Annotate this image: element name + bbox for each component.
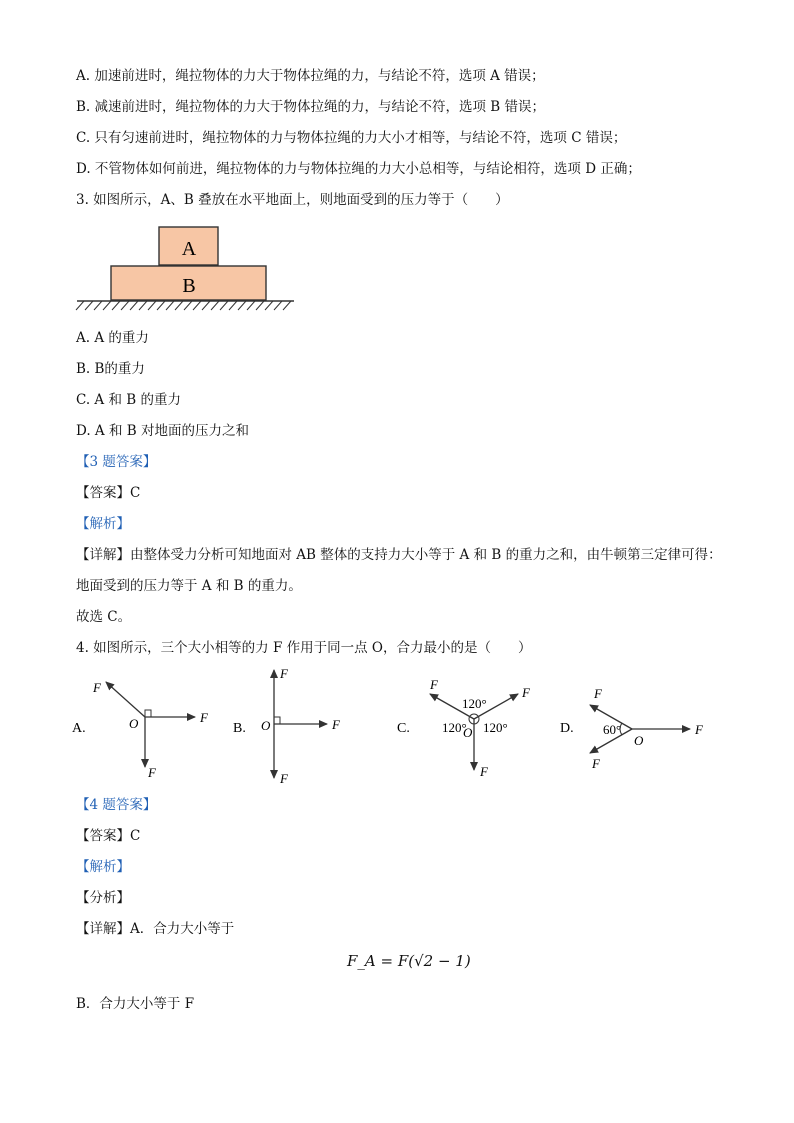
q4-figure-b-label: B.	[233, 721, 246, 736]
q3-detail-1: 【详解】由整体受力分析可知地面对 AB 整体的支持力大小等于 A 和 B 的重力之和，由牛顿第三定律可得：	[76, 547, 722, 563]
q4-figure-a	[72, 680, 209, 780]
q4-c-origin: O	[463, 725, 473, 740]
q3-option-b: B. B的重力	[76, 361, 145, 377]
q3-analysis-header: 【解析】	[76, 516, 130, 532]
q4-figures	[0, 660, 794, 790]
q4-b-force-1: F	[280, 666, 288, 681]
q4-d-force-2: F	[592, 756, 600, 771]
q2-option-a: A. 加速前进时，绳拉物体的力大于物体拉绳的力，与结论不符，选项 A 错误；	[76, 68, 545, 84]
ground	[76, 301, 294, 310]
q4-answer: 【答案】C	[76, 828, 141, 844]
q2-option-c: C. 只有匀速前进时，绳拉物体的力与物体拉绳的力大小才相等，与结论不符，选项 C 错误；	[76, 130, 627, 146]
q2-option-d: D. 不管物体如何前进，绳拉物体的力与物体拉绳的力大小总相等，与结论相符，选项 D 正确；	[76, 161, 641, 177]
q4-d-force-1: F	[594, 686, 602, 701]
q4-answer-header: 【4 题答案】	[76, 797, 157, 813]
q3-figure	[70, 222, 300, 318]
q4-analysis-sub: 【分析】	[76, 890, 130, 906]
q3-option-c: C. A 和 B 的重力	[76, 392, 181, 408]
q4-detail-a: 【详解】A．合力大小等于	[76, 921, 235, 937]
q4-c-angle-left: 120°	[442, 720, 467, 735]
q4-figure-c-label: C.	[397, 721, 410, 736]
q4-formula: F_A = F(√2 − 1)	[347, 952, 471, 970]
q4-figure-d-label: D.	[560, 721, 574, 736]
q4-detail-b: B．合力大小等于 F	[76, 996, 195, 1012]
q4-c-angle-right: 120°	[483, 720, 508, 735]
q3-option-d: D. A 和 B 对地面的压力之和	[76, 423, 249, 439]
block-b-label: B	[182, 275, 196, 297]
q3-option-a: A. A 的重力	[76, 330, 149, 346]
q3-stem: 3. 如图所示，A、B 叠放在水平地面上，则地面受到的压力等于（ ）	[76, 192, 509, 208]
q4-d-angle: 60°	[603, 722, 622, 737]
q3-answer-header: 【3 题答案】	[76, 454, 157, 470]
q4-figure-b	[233, 666, 341, 786]
q4-c-force-2: F	[522, 685, 530, 700]
q4-d-origin: O	[634, 733, 644, 748]
q4-figure-a-label: A.	[72, 721, 86, 736]
q4-b-force-2: F	[332, 717, 340, 732]
q4-a-force-3: F	[148, 765, 156, 780]
q4-a-origin: O	[129, 716, 139, 731]
q4-b-origin: O	[261, 718, 271, 733]
q4-d-force-3: F	[695, 722, 703, 737]
q4-c-angle-top: 120°	[462, 696, 487, 711]
q4-a-force-1: F	[93, 680, 101, 695]
q3-detail-2: 地面受到的压力等于 A 和 B 的重力。	[76, 578, 302, 594]
q4-a-force-2: F	[200, 710, 208, 725]
q4-c-force-1: F	[430, 677, 438, 692]
q3-answer: 【答案】C	[76, 485, 141, 501]
q2-option-b: B. 减速前进时，绳拉物体的力大于物体拉绳的力，与结论不符，选项 B 错误；	[76, 99, 546, 115]
q4-figure-c	[397, 677, 531, 779]
q4-stem: 4. 如图所示，三个大小相等的力 F 作用于同一点 O，合力最小的是（ ）	[76, 640, 532, 656]
q4-figure-d	[560, 686, 704, 771]
q4-analysis-header: 【解析】	[76, 859, 130, 875]
block-a-label: A	[181, 238, 197, 260]
q4-c-force-3: F	[480, 764, 488, 779]
q3-conclusion: 故选 C。	[76, 609, 132, 625]
q4-b-force-3: F	[280, 771, 288, 786]
